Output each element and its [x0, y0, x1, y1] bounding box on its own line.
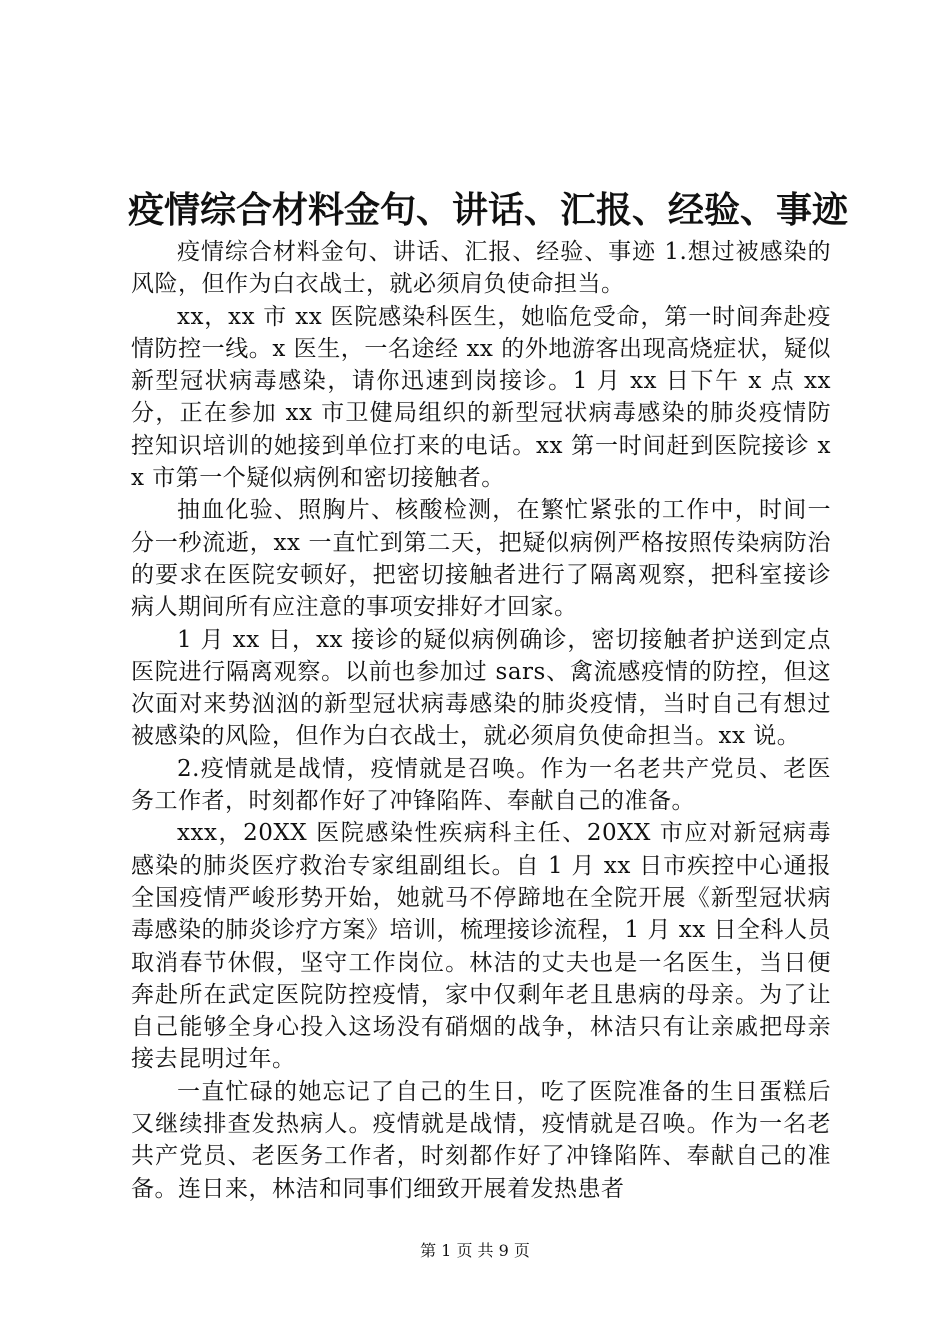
paragraph: 2.疫情就是战情，疫情就是召唤。作为一名老共产党员、老医务工作者，时刻都作好了冲锋陷阵、奉献自己的准备。	[131, 755, 831, 815]
document-body	[131, 236, 831, 1205]
page-number-footer: 第 1 页 共 9 页	[420, 1241, 530, 1260]
paragraph: xx，xx 市 xx 医院感染科医生，她临危受命，第一时间奔赴疫情防控一线。x 医生，一名途经 xx 的外地游客出现高烧症状，疑似新型冠状病毒感染，请你迅速到岗接诊。1 月 xx 日下午 x 点 xx 分，正在参加 xx 市卫健局组织的新型冠状病毒感染的肺炎疫情防控知识培训的她接到单位打来的电话。xx 第一时间赶到医院接诊 xx 市第一个疑似病例和密切接触者。	[131, 303, 831, 492]
paragraph: 1 月 xx 日，xx 接诊的疑似病例确诊，密切接触者护送到定点医院进行隔离观察。以前也参加过 sars、禽流感疫情的防控，但这次面对来势汹汹的新型冠状病毒感染的肺炎疫情，当时自己有想过被感染的风险，但作为白衣战士，就必须肩负使命担当。xx 说。	[131, 626, 831, 750]
paragraph: 一直忙碌的她忘记了自己的生日，吃了医院准备的生日蛋糕后又继续排查发热病人。疫情就是战情，疫情就是召唤。作为一名老共产党员、老医务工作者，时刻都作好了冲锋陷阵、奉献自己的准备。连日来，林洁和同事们细致开展着发热患者	[131, 1078, 831, 1202]
document-title: 疫情综合材料金句、讲话、汇报、经验、事迹	[128, 189, 849, 231]
paragraph: 疫情综合材料金句、讲话、汇报、经验、事迹 1.想过被感染的风险，但作为白衣战士，就必须肩负使命担当。	[131, 239, 831, 298]
paragraph: 抽血化验、照胸片、核酸检测，在繁忙紧张的工作中，时间一分一秒流逝，xx 一直忙到第二天，把疑似病例严格按照传染病防治的要求在医院安顿好，把密切接触者进行了隔离观察，把科室接诊病人期间所有应注意的事项安排好才回家。	[131, 497, 831, 621]
paragraph: xxx，20XX 医院感染性疾病科主任、20XX 市应对新冠病毒感染的肺炎医疗救治专家组副组长。自 1 月 xx 日市疾控中心通报全国疫情严峻形势开始，她就马不停蹄地在全院开展《新型冠状病毒感染的肺炎诊疗方案》培训，梳理接诊流程，1 月 xx 日全科人员取消春节休假，坚守工作岗位。林洁的丈夫也是一名医生，当日便奔赴所在武定医院防控疫情，家中仅剩年老且患病的母亲。为了让自己能够全身心投入这场没有硝烟的战争，林洁只有让亲戚把母亲接去昆明过年。	[131, 820, 832, 1073]
